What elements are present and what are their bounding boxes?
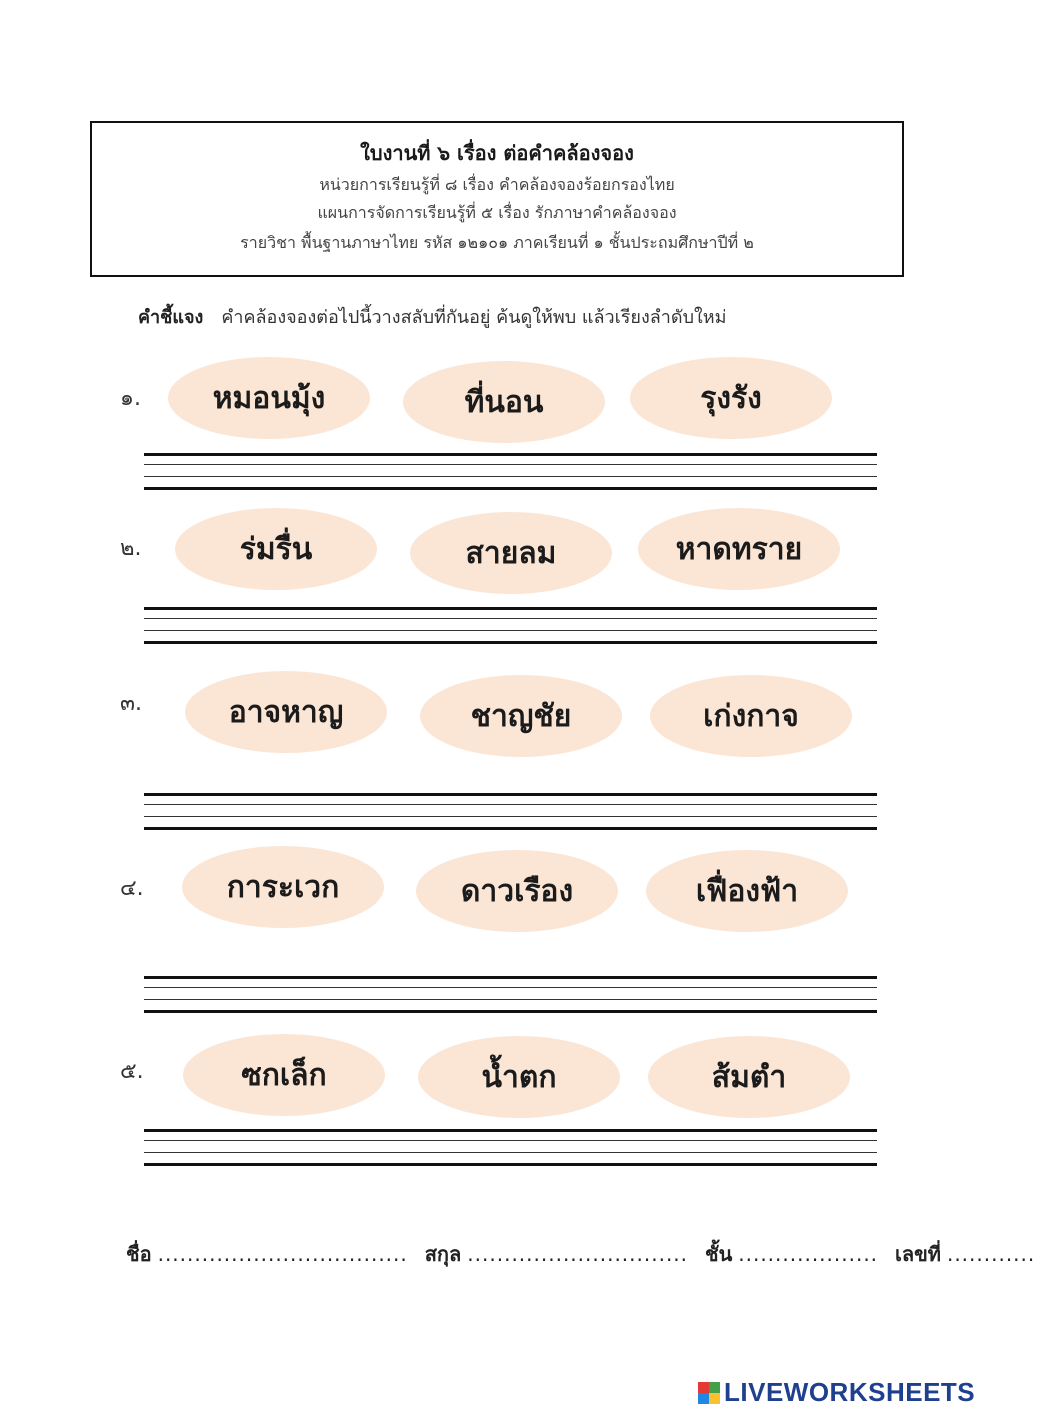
instruction-text: คำคล้องจองต่อไปนี้วางสลับที่กันอยู่ ค้นดูให้พบ แล้วเรียงลำดับใหม่ [221,307,727,328]
word-oval[interactable]: ร่มรื่น [175,508,377,590]
answer-lines[interactable] [144,607,877,643]
logo-icon [698,1382,720,1404]
item-number: ๓. [120,691,143,716]
word-oval[interactable]: หมอนมุ้ง [168,357,370,439]
liveworksheets-logo [698,1377,975,1408]
word-oval[interactable]: เฟื่องฟ้า [646,850,848,932]
surname-field[interactable]: .............................. [467,1242,689,1266]
worksheet-header [90,121,904,277]
unit-line: หน่วยการเรียนรู้ที่ ๘ เรื่อง คำคล้องจองร้อยกรองไทย [319,175,675,194]
word-oval[interactable]: ที่นอน [403,361,605,443]
item-number: ๒. [120,536,142,561]
name-field[interactable]: .................................. [157,1242,408,1266]
subject-line: รายวิชา พื้นฐานภาษาไทย รหัส ๑๒๑๐๑ ภาคเรียนที่ ๑ ชั้นประถมศึกษาปีที่ ๒ [240,233,754,252]
word-oval[interactable]: ดาวเรือง [416,850,618,932]
logo-text: LIVEWORKSHEETS [724,1377,976,1407]
word-oval[interactable]: ชาญชัย [420,675,622,757]
answer-lines[interactable] [144,453,877,489]
student-info [126,1238,1045,1270]
word-oval[interactable]: สายลม [410,512,612,594]
item-number: ๔. [120,876,144,901]
word-oval[interactable]: หาดทราย [638,508,840,590]
number-field[interactable]: ............ [946,1242,1036,1266]
word-oval[interactable]: อาจหาญ [185,671,387,753]
answer-lines[interactable] [144,793,877,829]
instruction [138,302,727,331]
name-label: ชื่อ [126,1242,152,1266]
word-oval[interactable]: น้ำตก [418,1036,620,1118]
surname-label: สกุล [424,1242,462,1266]
word-oval[interactable]: รุงรัง [630,357,832,439]
word-oval[interactable]: ส้มตำ [648,1036,850,1118]
word-oval[interactable]: ซกเล็ก [183,1034,385,1116]
number-label: เลขที่ [895,1242,941,1266]
word-oval[interactable]: การะเวก [182,846,384,928]
class-field[interactable]: ................... [738,1242,879,1266]
class-label: ชั้น [705,1242,733,1266]
plan-line: แผนการจัดการเรียนรู้ที่ ๕ เรื่อง รักภาษาคำคล้องจอง [317,203,677,222]
answer-lines[interactable] [144,976,877,1012]
instruction-label: คำชี้แจง [138,307,204,328]
item-number: ๕. [120,1059,144,1084]
worksheet-title: ใบงานที่ ๖ เรื่อง ต่อคำคล้องจอง [360,141,634,165]
word-oval[interactable]: เก่งกาจ [650,675,852,757]
item-number: ๑. [120,386,141,411]
answer-lines[interactable] [144,1129,877,1165]
